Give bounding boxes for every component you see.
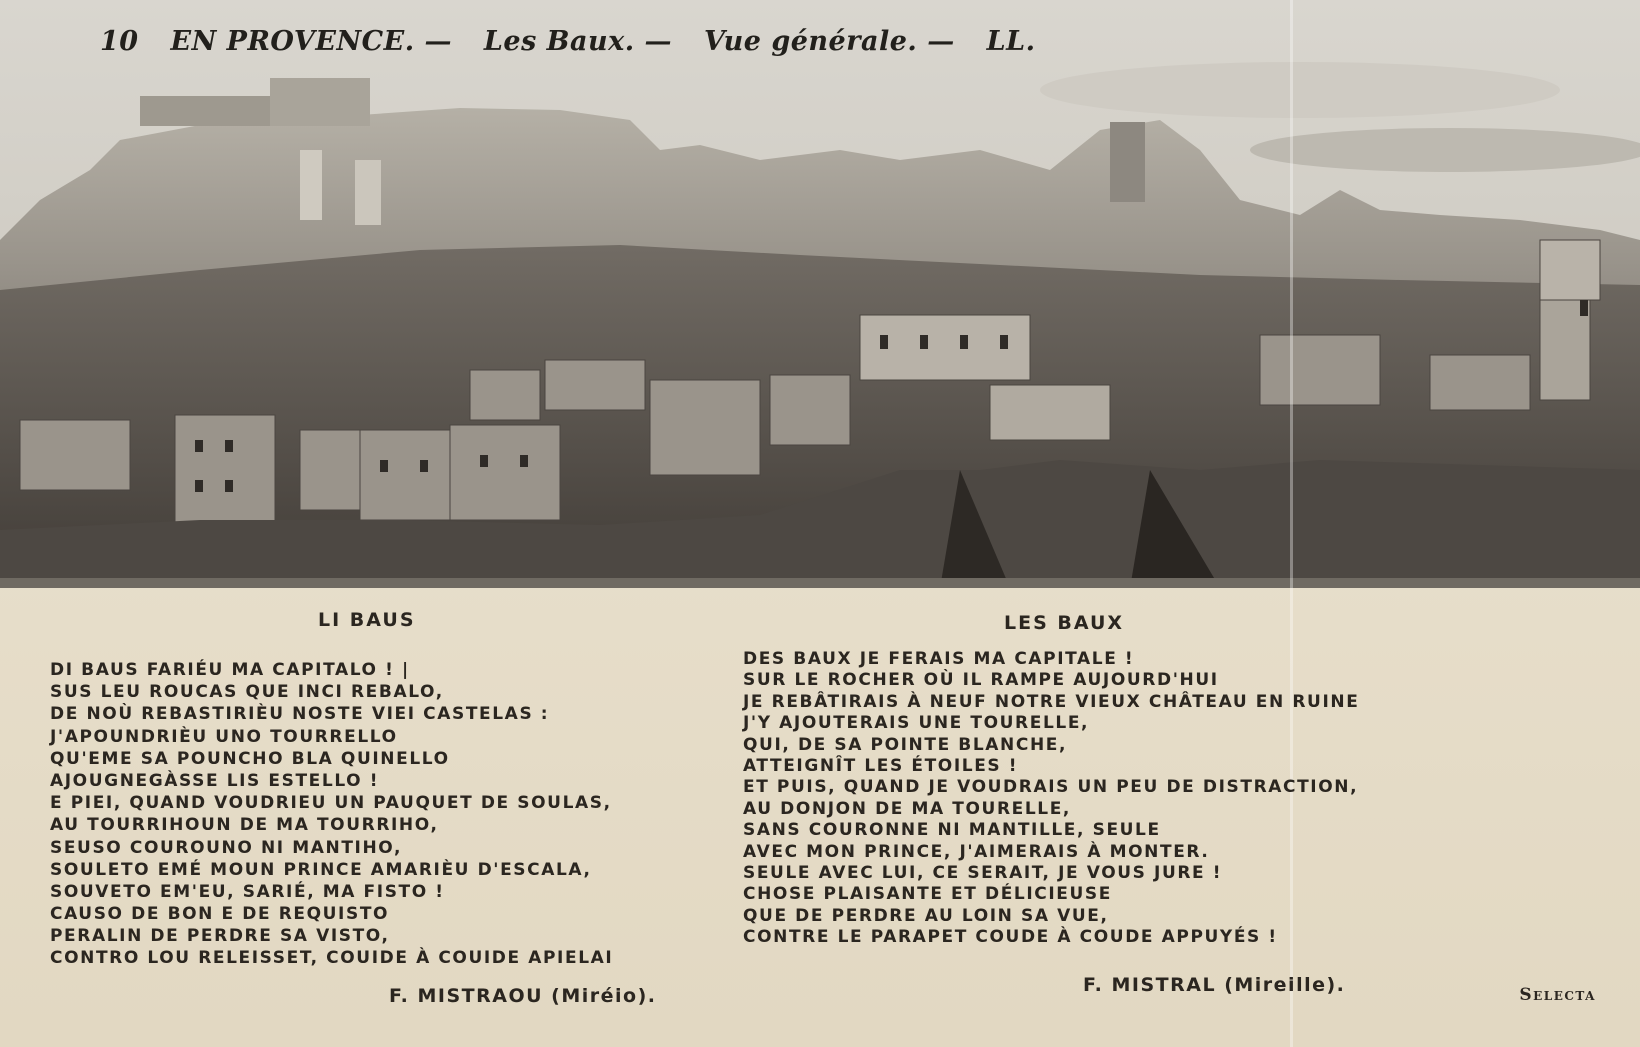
poem-line: QU'EME SA POUNCHO BLA QUINELLO xyxy=(50,748,450,769)
poem-line: AVEC MON PRINCE, J'AIMERAIS À MONTER. xyxy=(743,841,1210,862)
poem-line: DE NOÙ REBASTIRIÈU NOSTE VIEI CASTELAS : xyxy=(50,704,550,725)
poem-line: SUR LE ROCHER OÙ IL RAMPE AUJOURD'HUI xyxy=(743,670,1219,691)
poem-line: AJOUGNEGÀSSE LIS ESTELLO ! xyxy=(50,770,380,791)
caption-publisher-mark: LL. xyxy=(986,26,1036,57)
caption-region: EN PROVENCE. — xyxy=(170,26,453,57)
caption-number: 10 xyxy=(100,26,139,57)
poem-line: CONTRE LE PARAPET COUDE À COUDE APPUYÉS ! xyxy=(743,927,1278,948)
poem-line: SEUSO COUROUNO NI MANTIHO, xyxy=(50,837,403,858)
poem-line: CONTRO LOU RELEISSET, COUIDE À COUIDE APIELAI xyxy=(50,948,614,969)
left-signature: F. MISTRAOU (Miréio). xyxy=(389,985,657,1007)
poem-line: QUI, DE SA POINTE BLANCHE, xyxy=(743,734,1068,755)
poem-line: SUS LEU ROUCAS QUE INCI REBALO, xyxy=(50,682,444,703)
poem-line: AU TOURRIHOUN DE MA TOURRIHO, xyxy=(50,815,439,836)
poem-line: SOULETO EMÉ MOUN PRINCE AMARIÈU D'ESCALA, xyxy=(50,859,592,880)
poem-line: SOUVETO EM'EU, SARIÉ, MA FISTO ! xyxy=(50,881,445,902)
left-poem xyxy=(50,659,613,970)
poem-line: CAUSO DE BON E DE REQUISTO xyxy=(50,904,390,925)
poem-line: E PIEI, QUAND VOUDRIEU UN PAUQUET DE SOULAS, xyxy=(50,793,612,814)
poem-line: PERALIN DE PERDRE SA VISTO, xyxy=(50,926,390,947)
right-poem xyxy=(743,649,1359,948)
publisher-name: Selecta xyxy=(1519,985,1596,1005)
poem-line: CHOSE PLAISANTE ET DÉLICIEUSE xyxy=(743,884,1112,905)
caption-place: Les Baux. — xyxy=(483,26,673,57)
poem-line: ET PUIS, QUAND JE VOUDRAIS UN PEU DE DISTRACTION, xyxy=(743,777,1359,798)
poem-line: ATTEIGNÎT LES ÉTOILES ! xyxy=(743,755,1019,776)
poem-line: SANS COURONNE NI MANTILLE, SEULE xyxy=(743,820,1161,841)
photo-caption xyxy=(100,26,1057,57)
caption-view: Vue générale. — xyxy=(703,26,955,57)
poem-line: DI BAUS FARIÉU MA CAPITALO ! | xyxy=(50,660,410,680)
right-column-title: LES BAUX xyxy=(1004,612,1125,634)
poem-line: QUE DE PERDRE AU LOIN SA VUE, xyxy=(743,905,1109,926)
poem-line: J'Y AJOUTERAIS UNE TOURELLE, xyxy=(743,713,1090,734)
poem-line: SEULE AVEC LUI, CE SERAIT, JE VOUS JURE ! xyxy=(743,862,1223,883)
left-column-title: LI BAUS xyxy=(318,609,416,631)
poem-line: JE REBÂTIRAIS À NEUF NOTRE VIEUX CHÂTEAU EN RUINE xyxy=(743,691,1360,712)
poem-line: DES BAUX JE FERAIS MA CAPITALE ! xyxy=(743,649,1135,669)
poem-line: AU DONJON DE MA TOURELLE, xyxy=(743,798,1071,819)
poem-line: J'APOUNDRIÈU UNO TOURRELLO xyxy=(50,726,398,747)
right-signature: F. MISTRAL (Mireille). xyxy=(1083,974,1346,996)
